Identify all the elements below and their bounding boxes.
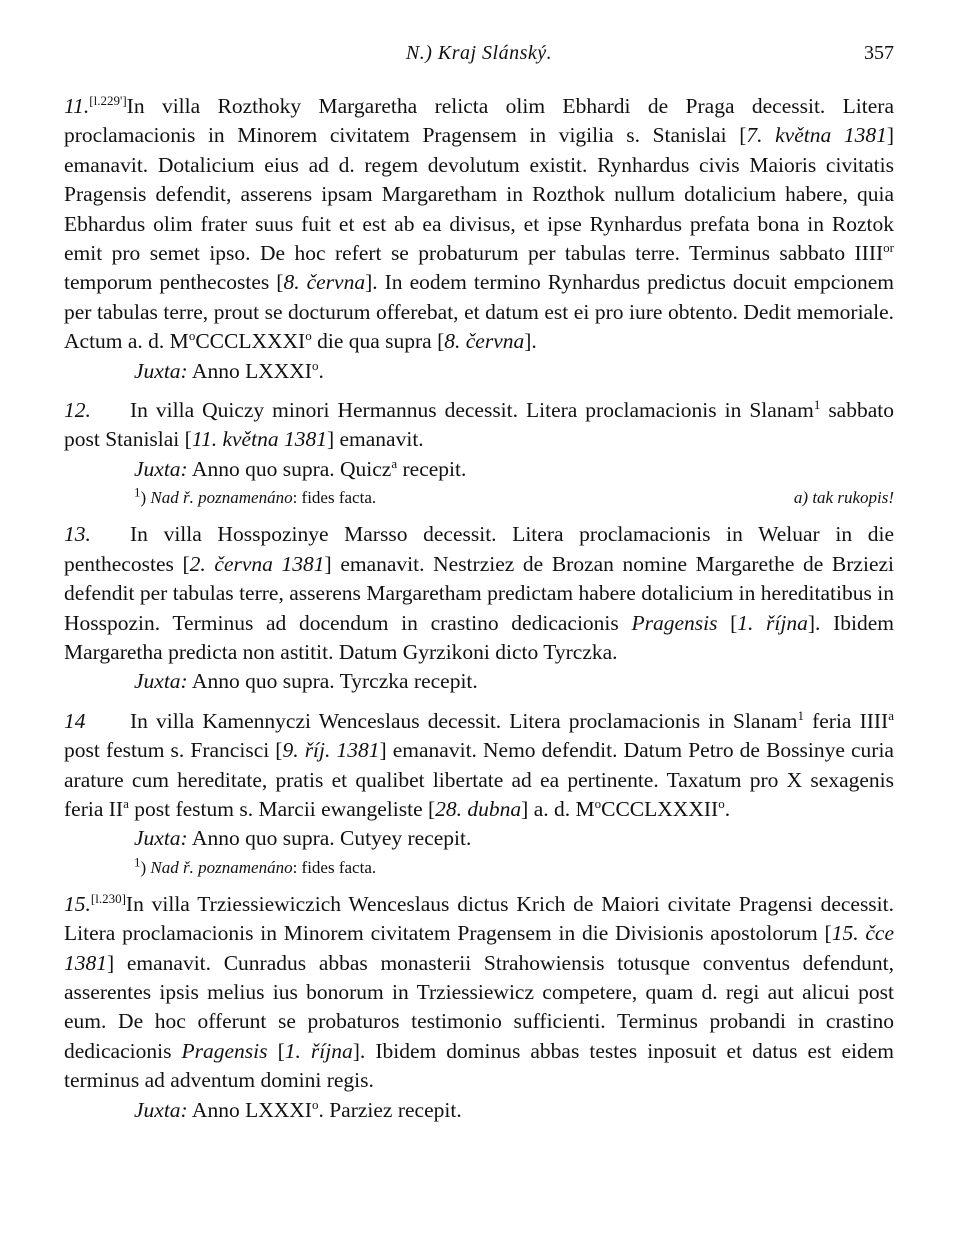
entry-number: 12. <box>64 398 91 423</box>
entry-number: 11. <box>64 94 90 118</box>
entry-text: ] emanavit. Nestrziez de Brozan nomine Margarethe de Brziezi defendit per tabulas terre, asserens Margaretham predictam habere dotalicium in hereditatibus in Hosspozin. Terminus ad docendum in crastino dedicacionis <box>64 551 894 635</box>
date-gloss: 11. května 1381 <box>191 427 327 452</box>
juxta-text: Anno quo supra. Cutyey recepit. <box>191 826 472 851</box>
juxta-line <box>134 824 894 853</box>
footnote-left: $^1$) Nad ř. poznamenáno: fides facta. <box>134 484 377 508</box>
entry-14 <box>64 707 894 880</box>
place-gloss: Pragensis <box>181 1038 268 1063</box>
footnote-marker: 1 <box>797 707 804 723</box>
entry-text: In villa Quiczy minori Hermannus decessit. Litera proclamacionis in Slanam <box>130 398 814 423</box>
entry-text: [ <box>717 610 738 635</box>
entry-text: sabbato post Stanislai [ <box>64 398 894 452</box>
entry-text: . <box>724 796 731 821</box>
superscript: or <box>883 239 894 255</box>
superscript: o <box>305 328 312 344</box>
entry-15 <box>64 890 894 1125</box>
juxta-label: Juxta: <box>134 456 188 481</box>
entry-text: ]. In eodem termino Rynhardus predictus docuit empcionem per tabulas terre, prout se docturum offerebat, et datum est ei pro iure obtento. Dedit memoriale. Actum a. d. M <box>64 270 894 354</box>
entry-number: 15. <box>64 891 91 916</box>
juxta-text: Anno LXXXI <box>191 1097 312 1122</box>
superscript: a <box>123 795 129 811</box>
entry-text: ] emanavit. Nemo defendit. Datum Petro de Bossinye curia arature cum hereditate, pratis et qualibet libertate ad ea pertinente. Taxatum pro X sexagenis feria II <box>64 738 894 821</box>
entry-text: ] emanavit. <box>326 427 424 452</box>
document-body <box>64 92 894 1125</box>
entry-text: post festum s. Marcii ewangeliste [ <box>128 796 436 821</box>
juxta-label: Juxta: <box>134 669 188 694</box>
date-gloss: 8. června <box>283 270 366 295</box>
page-number: 357 <box>864 42 894 64</box>
juxta-label: Juxta: <box>134 358 188 383</box>
superscript: o <box>594 795 602 811</box>
superscript: o <box>311 1096 319 1112</box>
entry-13 <box>64 520 894 696</box>
entry-text: CCCLXXXI <box>195 329 306 354</box>
entry-11 <box>64 92 894 386</box>
entry-paragraph <box>64 396 894 455</box>
footnote-marker: 1 <box>813 396 821 412</box>
entry-text: feria IIII <box>803 708 889 733</box>
folio-ref: [l.229'] <box>89 92 127 108</box>
entry-paragraph <box>64 890 894 1096</box>
entry-12 <box>64 396 894 510</box>
footnote-italic: Nad ř. poznamenáno <box>150 857 293 877</box>
superscript: o <box>718 795 725 811</box>
entry-number: 13. <box>64 522 91 547</box>
entry-text: In villa Kamennyczi Wenceslaus decessit. Litera proclamacionis in Slanam <box>130 708 798 733</box>
footnote-italic: Nad ř. poznamenáno <box>150 488 293 508</box>
entry-text: post festum s. Francisci [ <box>64 738 283 763</box>
entry-text: ]. Ibidem Margaretha predicta non astitit. Datum Gyrzikoni dicto Tyrczka. <box>64 610 894 664</box>
juxta-text: Anno LXXXI <box>191 358 312 383</box>
entry-text: ]. <box>524 329 537 354</box>
juxta-text: . <box>318 358 324 383</box>
footnote-marker: 1 <box>134 484 141 500</box>
juxta-line <box>134 455 894 484</box>
juxta-line <box>134 1096 894 1125</box>
footnote <box>134 856 894 880</box>
juxta-line <box>134 667 894 696</box>
date-gloss: 2. června 1381 <box>189 551 325 576</box>
footnote-marker: 1 <box>134 854 141 870</box>
entry-text: In villa Hosspozinye Marsso decessit. Litera proclamacionis in Weluar in die penthecostes [ <box>64 522 894 576</box>
entry-paragraph <box>64 520 894 667</box>
date-gloss: 8. června <box>444 329 525 354</box>
entry-text: CCCLXXXII <box>601 796 719 821</box>
date-gloss: 1. října <box>737 610 808 635</box>
superscript: o <box>188 328 196 344</box>
footnote-right: a) tak rukopis! <box>793 488 894 508</box>
running-title: N.) Kraj Slánský. <box>405 42 553 64</box>
entry-text: ] a. d. M <box>521 796 595 821</box>
superscript: a <box>391 455 398 471</box>
entry-text: temporum penthecostes [ <box>64 270 284 295</box>
entry-paragraph <box>64 92 894 357</box>
juxta-text: recepit. <box>397 456 467 481</box>
entry-text: In villa Trziessiewiczich Wenceslaus dictus Krich de Maiori civitate Pragensi decessit. Litera proclamacionis in Minorem civitatem Pragensem in die Divisionis apostolorum [ <box>64 891 894 946</box>
entry-text: ] emanavit. Dotalicium eius ad d. regem devolutum existit. Rynhardus civis Maioris civitatis Pragensis defendit, asserens ipsam Margaretham in Rozthok nullum dotalicium habere, quia Ebhardus olim frater suus fuit et est ab ea divisus, et ipse Rynhardus prefata bona in Roztok emit pro semet ipso. De hoc refert se probaturum per tabulas terre. Terminus sabbato IIII <box>64 123 894 266</box>
page-header <box>64 38 894 68</box>
juxta-text: Anno quo supra. Tyrczka recepit. <box>191 669 478 694</box>
date-gloss: 28. dubna <box>435 796 522 821</box>
juxta-label: Juxta: <box>134 826 188 851</box>
footnote-text: : fides facta. <box>292 488 377 508</box>
juxta-label: Juxta: <box>134 1097 188 1122</box>
entry-paragraph <box>64 707 894 825</box>
juxta-line <box>134 357 894 386</box>
juxta-text: . Parziez recepit. <box>318 1097 462 1122</box>
folio-ref: [l.230] <box>90 890 126 906</box>
footnote-text: : fides facta. <box>292 857 377 877</box>
date-gloss: 9. říj. 1381 <box>282 738 380 763</box>
entry-text: ]. Ibidem dominus abbas testes inposuit et datus est eidem terminus ad adventum domini regis. <box>64 1038 894 1093</box>
entry-text: ] emanavit. Cunradus abbas monasterii Strahowiensis totusque conventus defendunt, asserentes ipsis melius ius bonorum in Trziessiewicz competere, quam d. regi aut alicui post eum. De hoc offerunt se probaturos testimonio sufficienti. Terminus probandi in crastino dedicacionis <box>64 950 894 1063</box>
date-gloss: 15. čce 1381 <box>64 921 894 975</box>
entry-text: die qua supra [ <box>311 329 445 354</box>
juxta-text: Anno quo supra. Quicz <box>191 456 392 481</box>
footnote-left: $^1$) Nad ř. poznamenáno: fides facta. <box>134 854 377 877</box>
superscript: a <box>888 707 894 723</box>
footnote <box>134 486 894 510</box>
place-gloss: Pragensis <box>631 610 718 635</box>
entry-number: 14 <box>64 708 86 733</box>
date-gloss: 7. května 1381 <box>746 123 887 148</box>
date-gloss: 1. října <box>284 1038 353 1063</box>
superscript: o <box>311 357 319 373</box>
entry-text: [ <box>267 1038 285 1063</box>
entry-text: In villa Rozthoky Margaretha relicta olim Ebhardi de Praga decessit. Litera proclamacionis in Minorem civitatem Pragensem in vigilia s. Stanislai [ <box>64 94 894 148</box>
